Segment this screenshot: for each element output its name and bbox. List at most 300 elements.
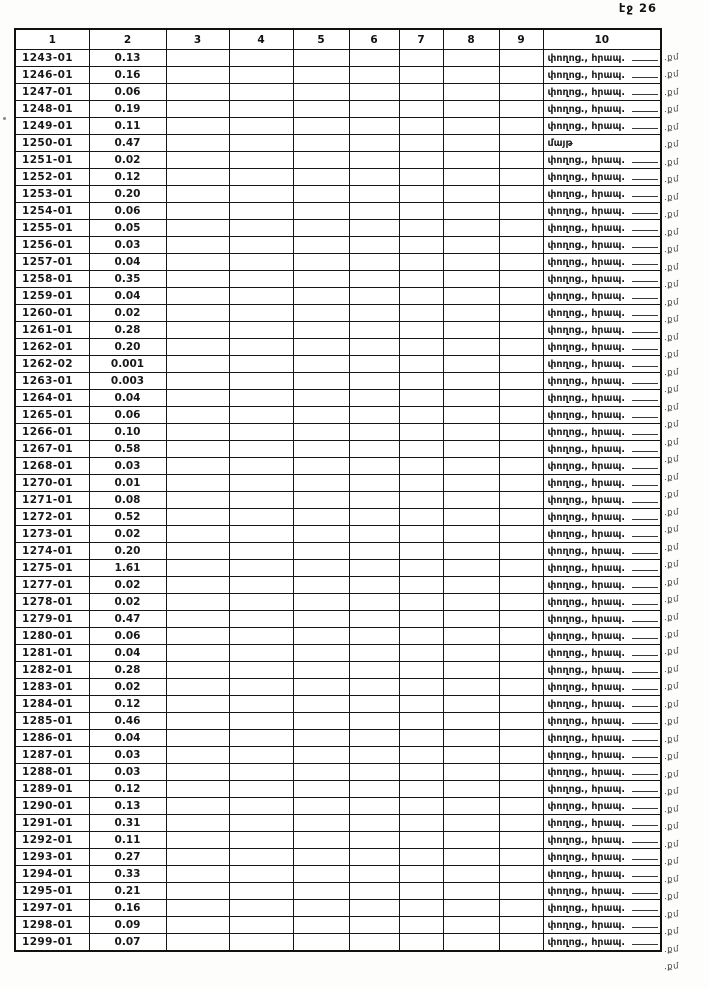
scan-speckle [3, 117, 6, 120]
fill-line [632, 773, 658, 775]
unit-note: .քմ [663, 69, 680, 81]
table-row [15, 798, 661, 815]
empty-cell [293, 390, 349, 407]
desc-text: փողոց., հրապ. [547, 698, 625, 710]
desc-cell [543, 441, 661, 458]
empty-cell [229, 883, 293, 900]
fill-line [632, 76, 658, 78]
empty-cell [443, 492, 499, 509]
empty-cell [229, 458, 293, 475]
empty-cell [399, 543, 443, 560]
empty-cell [443, 577, 499, 594]
empty-cell [399, 679, 443, 696]
fill-line [632, 399, 658, 401]
desc-text: փողոց., հրապ. [547, 222, 625, 234]
unit-note: .քմ [663, 262, 680, 273]
column-header-6: 6 [349, 29, 399, 50]
column-header-5: 5 [293, 29, 349, 50]
empty-cell [293, 866, 349, 883]
value-cell: 0.02 [89, 526, 166, 543]
empty-cell [229, 849, 293, 866]
empty-cell [166, 526, 229, 543]
value-cell: 0.13 [89, 798, 166, 815]
value-cell: 0.06 [89, 628, 166, 645]
unit-note: .քմ [663, 769, 680, 780]
code-cell: 1274-01 [15, 543, 89, 560]
table-row [15, 135, 661, 152]
value-cell: 1.61 [89, 560, 166, 577]
code-cell: 1251-01 [15, 152, 89, 169]
empty-cell [349, 339, 399, 356]
code-cell: 1283-01 [15, 679, 89, 696]
desc-text: փողոց., հրապ. [547, 341, 625, 353]
empty-cell [443, 815, 499, 832]
empty-cell [443, 339, 499, 356]
empty-cell [166, 628, 229, 645]
fill-line [632, 501, 658, 503]
empty-cell [229, 271, 293, 288]
empty-cell [499, 152, 543, 169]
code-cell: 1273-01 [15, 526, 89, 543]
empty-cell [399, 407, 443, 424]
desc-text: փողոց., հրապ. [547, 392, 625, 404]
empty-cell [443, 458, 499, 475]
empty-cell [166, 169, 229, 186]
desc-cell [543, 849, 661, 866]
code-cell: 1272-01 [15, 509, 89, 526]
empty-cell [166, 781, 229, 798]
table-row [15, 543, 661, 560]
empty-cell [229, 832, 293, 849]
empty-cell [499, 339, 543, 356]
code-cell: 1286-01 [15, 730, 89, 747]
table-row [15, 934, 661, 952]
desc-text: փողոց., հրապ. [547, 477, 625, 489]
empty-cell [166, 339, 229, 356]
code-cell: 1265-01 [15, 407, 89, 424]
empty-cell [349, 560, 399, 577]
empty-cell [166, 356, 229, 373]
empty-cell [229, 322, 293, 339]
code-cell: 1280-01 [15, 628, 89, 645]
fill-line [632, 59, 658, 61]
margin-notes-column [664, 49, 706, 976]
fill-line [632, 535, 658, 537]
desc-text: փողոց., հրապ. [547, 681, 625, 693]
empty-cell [399, 220, 443, 237]
desc-cell [543, 815, 661, 832]
empty-cell [443, 237, 499, 254]
empty-cell [499, 509, 543, 526]
empty-cell [349, 917, 399, 934]
unit-note: .քմ [663, 646, 680, 658]
unit-note: .քմ [663, 227, 680, 238]
empty-cell [499, 934, 543, 952]
empty-cell [443, 764, 499, 781]
fill-line [632, 348, 658, 350]
empty-cell [499, 135, 543, 152]
table-row [15, 169, 661, 186]
empty-cell [349, 849, 399, 866]
table-row [15, 815, 661, 832]
fill-line [632, 263, 658, 265]
table-row [15, 339, 661, 356]
empty-cell [499, 798, 543, 815]
empty-cell [349, 628, 399, 645]
empty-cell [166, 866, 229, 883]
empty-cell [293, 475, 349, 492]
desc-cell [543, 917, 661, 934]
code-cell: 1292-01 [15, 832, 89, 849]
empty-cell [349, 543, 399, 560]
empty-cell [443, 169, 499, 186]
empty-cell [166, 271, 229, 288]
desc-text: փողոց., հրապ. [547, 171, 625, 183]
unit-note: .քմ [663, 506, 680, 518]
table-row [15, 526, 661, 543]
value-cell: 0.02 [89, 577, 166, 594]
desc-text: փողոց., հրապ. [547, 205, 625, 217]
code-cell: 1256-01 [15, 237, 89, 254]
value-cell: 0.02 [89, 679, 166, 696]
unit-note: .քմ [663, 856, 680, 868]
empty-cell [293, 747, 349, 764]
column-header-7: 7 [399, 29, 443, 50]
value-cell: 0.12 [89, 781, 166, 798]
desc-cell [543, 628, 661, 645]
empty-cell [499, 492, 543, 509]
desc-cell [543, 594, 661, 611]
empty-cell [166, 135, 229, 152]
empty-cell [229, 84, 293, 101]
value-cell: 0.04 [89, 730, 166, 747]
value-cell: 0.28 [89, 322, 166, 339]
unit-note: .քմ [663, 909, 680, 920]
fill-line [632, 926, 658, 928]
unit-note: .քմ [663, 716, 680, 728]
code-cell: 1254-01 [15, 203, 89, 220]
fill-line [632, 637, 658, 639]
fill-line [632, 875, 658, 877]
value-cell: 0.01 [89, 475, 166, 492]
empty-cell [166, 849, 229, 866]
value-cell: 0.06 [89, 407, 166, 424]
unit-note: .քմ [663, 489, 680, 501]
empty-cell [443, 186, 499, 203]
empty-cell [499, 118, 543, 135]
table-row [15, 203, 661, 220]
empty-cell [443, 849, 499, 866]
empty-cell [399, 373, 443, 390]
empty-cell [166, 441, 229, 458]
empty-cell [166, 186, 229, 203]
empty-cell [166, 713, 229, 730]
empty-cell [293, 628, 349, 645]
desc-cell [543, 84, 661, 101]
empty-cell [399, 645, 443, 662]
empty-cell [499, 764, 543, 781]
empty-cell [229, 135, 293, 152]
empty-cell [229, 934, 293, 952]
desc-text: փողոց., հրապ. [547, 273, 625, 285]
empty-cell [349, 764, 399, 781]
table-row [15, 288, 661, 305]
desc-cell [543, 254, 661, 271]
unit-note: .քմ [663, 681, 680, 693]
fill-line [632, 671, 658, 673]
unit-note: .քմ [663, 297, 680, 308]
empty-cell [349, 186, 399, 203]
fill-line [632, 603, 658, 605]
value-cell: 0.52 [89, 509, 166, 526]
empty-cell [399, 934, 443, 952]
unit-note: .քմ [663, 174, 680, 186]
empty-cell [443, 696, 499, 713]
unit-note: .քմ [663, 122, 680, 134]
value-cell: 0.12 [89, 696, 166, 713]
empty-cell [499, 424, 543, 441]
desc-cell [543, 543, 661, 560]
unit-note: .քմ [663, 402, 680, 413]
empty-cell [499, 781, 543, 798]
empty-cell [349, 815, 399, 832]
desc-cell [543, 458, 661, 475]
empty-cell [229, 407, 293, 424]
empty-cell [443, 322, 499, 339]
empty-cell [229, 373, 293, 390]
empty-cell [499, 713, 543, 730]
fill-line [632, 382, 658, 384]
empty-cell [399, 237, 443, 254]
value-cell: 0.03 [89, 764, 166, 781]
fill-line [632, 331, 658, 333]
empty-cell [229, 492, 293, 509]
table-row [15, 458, 661, 475]
empty-cell [443, 220, 499, 237]
table-row [15, 101, 661, 118]
empty-cell [166, 934, 229, 952]
desc-text: փողոց., հրապ. [547, 630, 625, 642]
empty-cell [166, 203, 229, 220]
desc-cell [543, 526, 661, 543]
value-cell: 0.13 [89, 50, 166, 67]
empty-cell [443, 730, 499, 747]
unit-note: .քմ [663, 332, 680, 343]
table-row [15, 917, 661, 934]
empty-cell [443, 288, 499, 305]
fill-line [632, 93, 658, 95]
unit-note: .քմ [663, 314, 680, 326]
empty-cell [166, 373, 229, 390]
empty-cell [293, 526, 349, 543]
fill-line [632, 790, 658, 792]
desc-cell [543, 577, 661, 594]
desc-cell [543, 730, 661, 747]
table-row [15, 220, 661, 237]
value-cell: 0.16 [89, 67, 166, 84]
desc-cell [543, 900, 661, 917]
column-header-2: 2 [89, 29, 166, 50]
table-row [15, 118, 661, 135]
empty-cell [166, 798, 229, 815]
empty-cell [499, 390, 543, 407]
code-cell: 1257-01 [15, 254, 89, 271]
empty-cell [293, 339, 349, 356]
empty-cell [399, 662, 443, 679]
empty-cell [399, 492, 443, 509]
fill-line [632, 739, 658, 741]
empty-cell [399, 628, 443, 645]
value-cell: 0.02 [89, 305, 166, 322]
empty-cell [443, 543, 499, 560]
value-cell: 0.11 [89, 832, 166, 849]
table-row [15, 441, 661, 458]
code-cell: 1259-01 [15, 288, 89, 305]
column-header-9: 9 [499, 29, 543, 50]
empty-cell [443, 67, 499, 84]
code-cell: 1293-01 [15, 849, 89, 866]
empty-cell [443, 679, 499, 696]
empty-cell [229, 645, 293, 662]
unit-note: .քմ [663, 192, 680, 203]
code-cell: 1250-01 [15, 135, 89, 152]
unit-note: .քմ [663, 891, 680, 903]
empty-cell [229, 764, 293, 781]
desc-text: փողոց., հրապ. [547, 749, 625, 761]
desc-text: փողոց., հրապ. [547, 647, 625, 659]
empty-cell [443, 781, 499, 798]
empty-cell [399, 849, 443, 866]
code-cell: 1260-01 [15, 305, 89, 322]
value-cell: 0.09 [89, 917, 166, 934]
fill-line [632, 416, 658, 418]
value-cell: 0.16 [89, 900, 166, 917]
desc-text: փողոց., հրապ. [547, 154, 625, 166]
table-row [15, 50, 661, 67]
empty-cell [349, 152, 399, 169]
fill-line [632, 450, 658, 452]
empty-cell [166, 50, 229, 67]
empty-cell [293, 50, 349, 67]
empty-cell [166, 152, 229, 169]
table-row [15, 560, 661, 577]
empty-cell [293, 220, 349, 237]
empty-cell [499, 900, 543, 917]
fill-line [632, 705, 658, 707]
code-cell: 1299-01 [15, 934, 89, 952]
code-cell: 1281-01 [15, 645, 89, 662]
empty-cell [443, 424, 499, 441]
unit-note: .քմ [663, 384, 680, 396]
empty-cell [443, 390, 499, 407]
empty-cell [349, 526, 399, 543]
value-cell: 0.33 [89, 866, 166, 883]
empty-cell [443, 152, 499, 169]
desc-text: փողոց., հրապ. [547, 902, 625, 914]
empty-cell [229, 662, 293, 679]
empty-cell [399, 917, 443, 934]
desc-text: փողոց., հրապ. [547, 256, 625, 268]
desc-text: փողոց., հրապ. [547, 613, 625, 625]
column-header-10: 10 [543, 29, 661, 50]
empty-cell [349, 730, 399, 747]
unit-note: .քմ [663, 926, 680, 938]
table-row [15, 594, 661, 611]
empty-cell [293, 917, 349, 934]
code-cell: 1248-01 [15, 101, 89, 118]
unit-note: .քմ [663, 471, 680, 483]
empty-cell [229, 424, 293, 441]
desc-cell [543, 356, 661, 373]
empty-cell [229, 900, 293, 917]
empty-cell [229, 526, 293, 543]
desc-text: փողոց., հրապ. [547, 732, 625, 744]
empty-cell [293, 492, 349, 509]
empty-cell [499, 526, 543, 543]
empty-cell [166, 390, 229, 407]
empty-cell [443, 84, 499, 101]
desc-cell [543, 679, 661, 696]
unit-note: .քմ [663, 576, 680, 588]
column-header-3: 3 [166, 29, 229, 50]
desc-cell [543, 186, 661, 203]
unit-note: .քմ [663, 541, 680, 553]
empty-cell [499, 186, 543, 203]
value-cell: 0.20 [89, 339, 166, 356]
empty-cell [293, 373, 349, 390]
desc-text: փողոց., հրապ. [547, 494, 625, 506]
unit-note: .քմ [663, 751, 680, 763]
empty-cell [443, 628, 499, 645]
empty-cell [499, 254, 543, 271]
code-cell: 1267-01 [15, 441, 89, 458]
desc-cell [543, 67, 661, 84]
desc-cell [543, 118, 661, 135]
empty-cell [166, 747, 229, 764]
desc-cell [543, 866, 661, 883]
empty-cell [349, 118, 399, 135]
table-row [15, 407, 661, 424]
empty-cell [349, 934, 399, 952]
code-cell: 1262-02 [15, 356, 89, 373]
empty-cell [293, 611, 349, 628]
empty-cell [443, 135, 499, 152]
empty-cell [399, 832, 443, 849]
desc-text: փողոց., հրապ. [547, 817, 625, 829]
empty-cell [349, 288, 399, 305]
unit-note: .քմ [663, 104, 680, 116]
empty-cell [443, 713, 499, 730]
empty-cell [166, 679, 229, 696]
desc-cell [543, 560, 661, 577]
empty-cell [399, 254, 443, 271]
empty-cell [229, 67, 293, 84]
empty-cell [349, 866, 399, 883]
empty-cell [293, 798, 349, 815]
table-row [15, 781, 661, 798]
code-cell: 1249-01 [15, 118, 89, 135]
empty-cell [229, 628, 293, 645]
empty-cell [166, 424, 229, 441]
empty-cell [443, 203, 499, 220]
empty-cell [399, 747, 443, 764]
code-cell: 1295-01 [15, 883, 89, 900]
unit-note: .քմ [663, 559, 680, 571]
empty-cell [166, 305, 229, 322]
desc-text: փողոց., հրապ. [547, 851, 625, 863]
empty-cell [499, 237, 543, 254]
empty-cell [499, 577, 543, 594]
